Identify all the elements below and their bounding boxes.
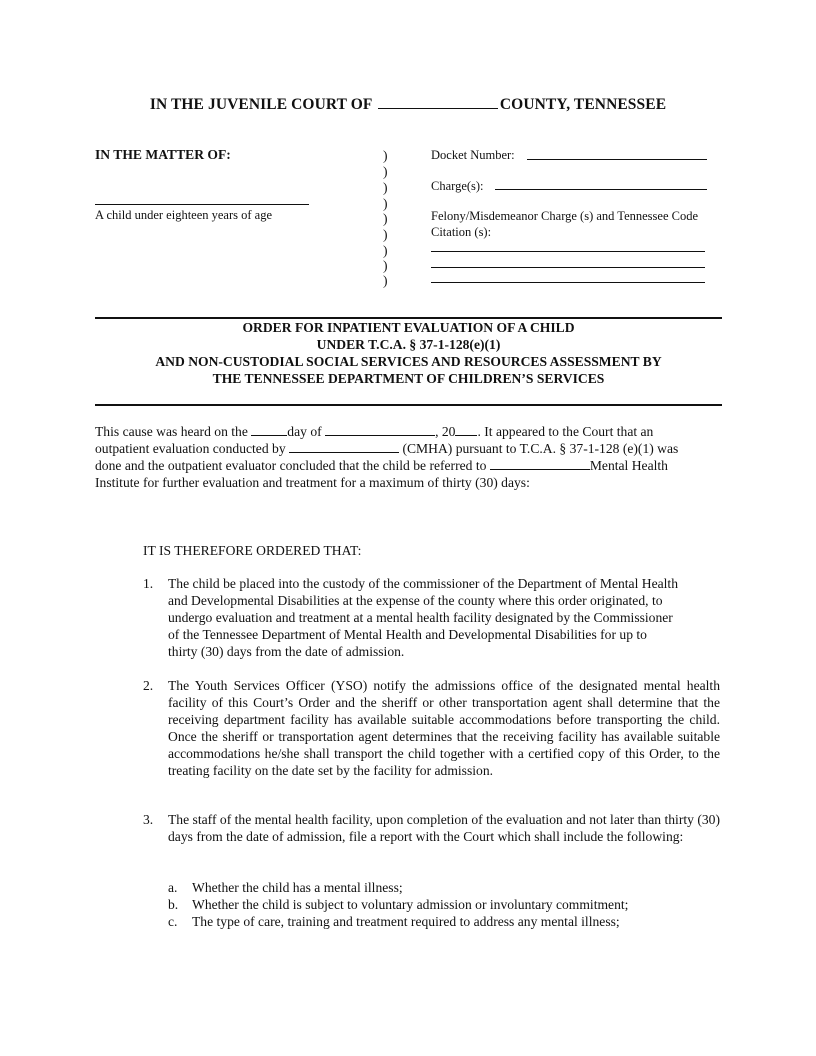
citation-line-2[interactable] [431, 267, 705, 268]
order-title-line: THE TENNESSEE DEPARTMENT OF CHILDREN’S SERVICES [212, 371, 605, 386]
child-name-line[interactable] [95, 204, 309, 205]
title-bottom-rule [95, 404, 722, 406]
docket-number-row [431, 147, 515, 164]
item-line: thirty (30) days from the date of admission. [168, 644, 405, 659]
cause-line-1: This cause was heard on the day of , 20 . It appeared to the Court that an [95, 424, 654, 439]
caption-paren: ) [383, 258, 388, 273]
item-line: of the Tennessee Department of Mental Health and Developmental Disabilities for up to [168, 627, 647, 642]
item-line: and Developmental Disabilities at the expense of the county where this order originated, to [168, 593, 663, 608]
item-number: 1. [143, 576, 154, 591]
subitem-text: Whether the child has a mental illness; [192, 880, 403, 895]
subitem-letter: b. [168, 897, 179, 912]
docket-number-field[interactable] [527, 159, 707, 160]
order-title-line: ORDER FOR INPATIENT EVALUATION OF A CHILD [242, 320, 575, 335]
order-item-1 [168, 575, 720, 660]
day-blank[interactable] [251, 423, 287, 436]
subitem-text: The type of care, training and treatment required to address any mental illness; [192, 914, 620, 929]
cause-line-3: done and the outpatient evaluator concluded that the child be referred to Mental Health [95, 458, 668, 473]
item-line: The child be placed into the custody of the commissioner of the Department of Mental Health [168, 576, 678, 591]
caption-paren: ) [383, 227, 388, 242]
order-item-2: The Youth Services Officer (YSO) notify the admissions office of the designated mental health facility of this Court’s Order and the sheriff or other transportation agent shall determine that the receiving department facility has available suitable accommodations before transporting the child. Once the sheriff or transportation agent determines that the receiving facility has available suitable accommodations he/she shall transport the child together with a certified copy of this Order, to the treating facility on the date set by the facility for admission. [168, 678, 720, 778]
court-title: IN THE JUVENILE COURT OF COUNTY, TENNESSEE [149, 96, 667, 113]
citation-label: Citation (s): [431, 225, 492, 239]
cmha-blank[interactable] [289, 440, 399, 453]
charges-field[interactable] [495, 189, 707, 190]
caption-paren: ) [383, 211, 388, 226]
ordered-heading: IT IS THEREFORE ORDERED THAT: [143, 543, 362, 558]
child-label: A child under eighteen years of age [95, 208, 273, 222]
county-blank[interactable] [378, 96, 498, 109]
order-title [95, 319, 722, 387]
cause-line-2: outpatient evaluation conducted by (CMHA) pursuant to T.C.A. § 37-1-128 (e)(1) was [95, 441, 679, 456]
caption-paren: ) [383, 243, 388, 258]
institute-blank[interactable] [490, 457, 590, 470]
citation-line-3[interactable] [431, 282, 705, 283]
subitem-letter: a. [168, 880, 178, 895]
month-blank[interactable] [325, 423, 435, 436]
order-title-line: UNDER T.C.A. § 37-1-128(e)(1) [316, 337, 501, 352]
item-line: undergo evaluation and treatment at a mental health facility designated by the Commissioner [168, 610, 673, 625]
caption-paren: ) [383, 273, 388, 288]
caption-paren: ) [383, 196, 388, 211]
subitem-text: Whether the child is subject to voluntary admission or involuntary commitment; [192, 897, 629, 912]
charges-label: Charge(s): [431, 179, 484, 193]
order-title-line: AND NON-CUSTODIAL SOCIAL SERVICES AND RESOURCES ASSESSMENT BY [155, 354, 662, 369]
order-item-3: The staff of the mental health facility, upon completion of the evaluation and not later than thirty (30) days from the date of admission, file a report with the Court which shall include the following: [168, 812, 720, 844]
caption-paren: ) [383, 164, 388, 179]
year-blank[interactable] [455, 423, 477, 436]
caption-paren: ) [383, 148, 388, 163]
cause-line-4: Institute for further evaluation and treatment for a maximum of thirty (30) days: [95, 475, 530, 490]
docket-label: Docket Number: [431, 148, 515, 162]
item-number: 2. [143, 678, 154, 693]
felony-label: Felony/Misdemeanor Charge (s) and Tennessee Code [431, 209, 699, 223]
citation-line-1[interactable] [431, 251, 705, 252]
item-number: 3. [143, 812, 154, 827]
matter-label: IN THE MATTER OF: [95, 147, 231, 162]
subitem-letter: c. [168, 914, 178, 929]
caption-paren: ) [383, 180, 388, 195]
